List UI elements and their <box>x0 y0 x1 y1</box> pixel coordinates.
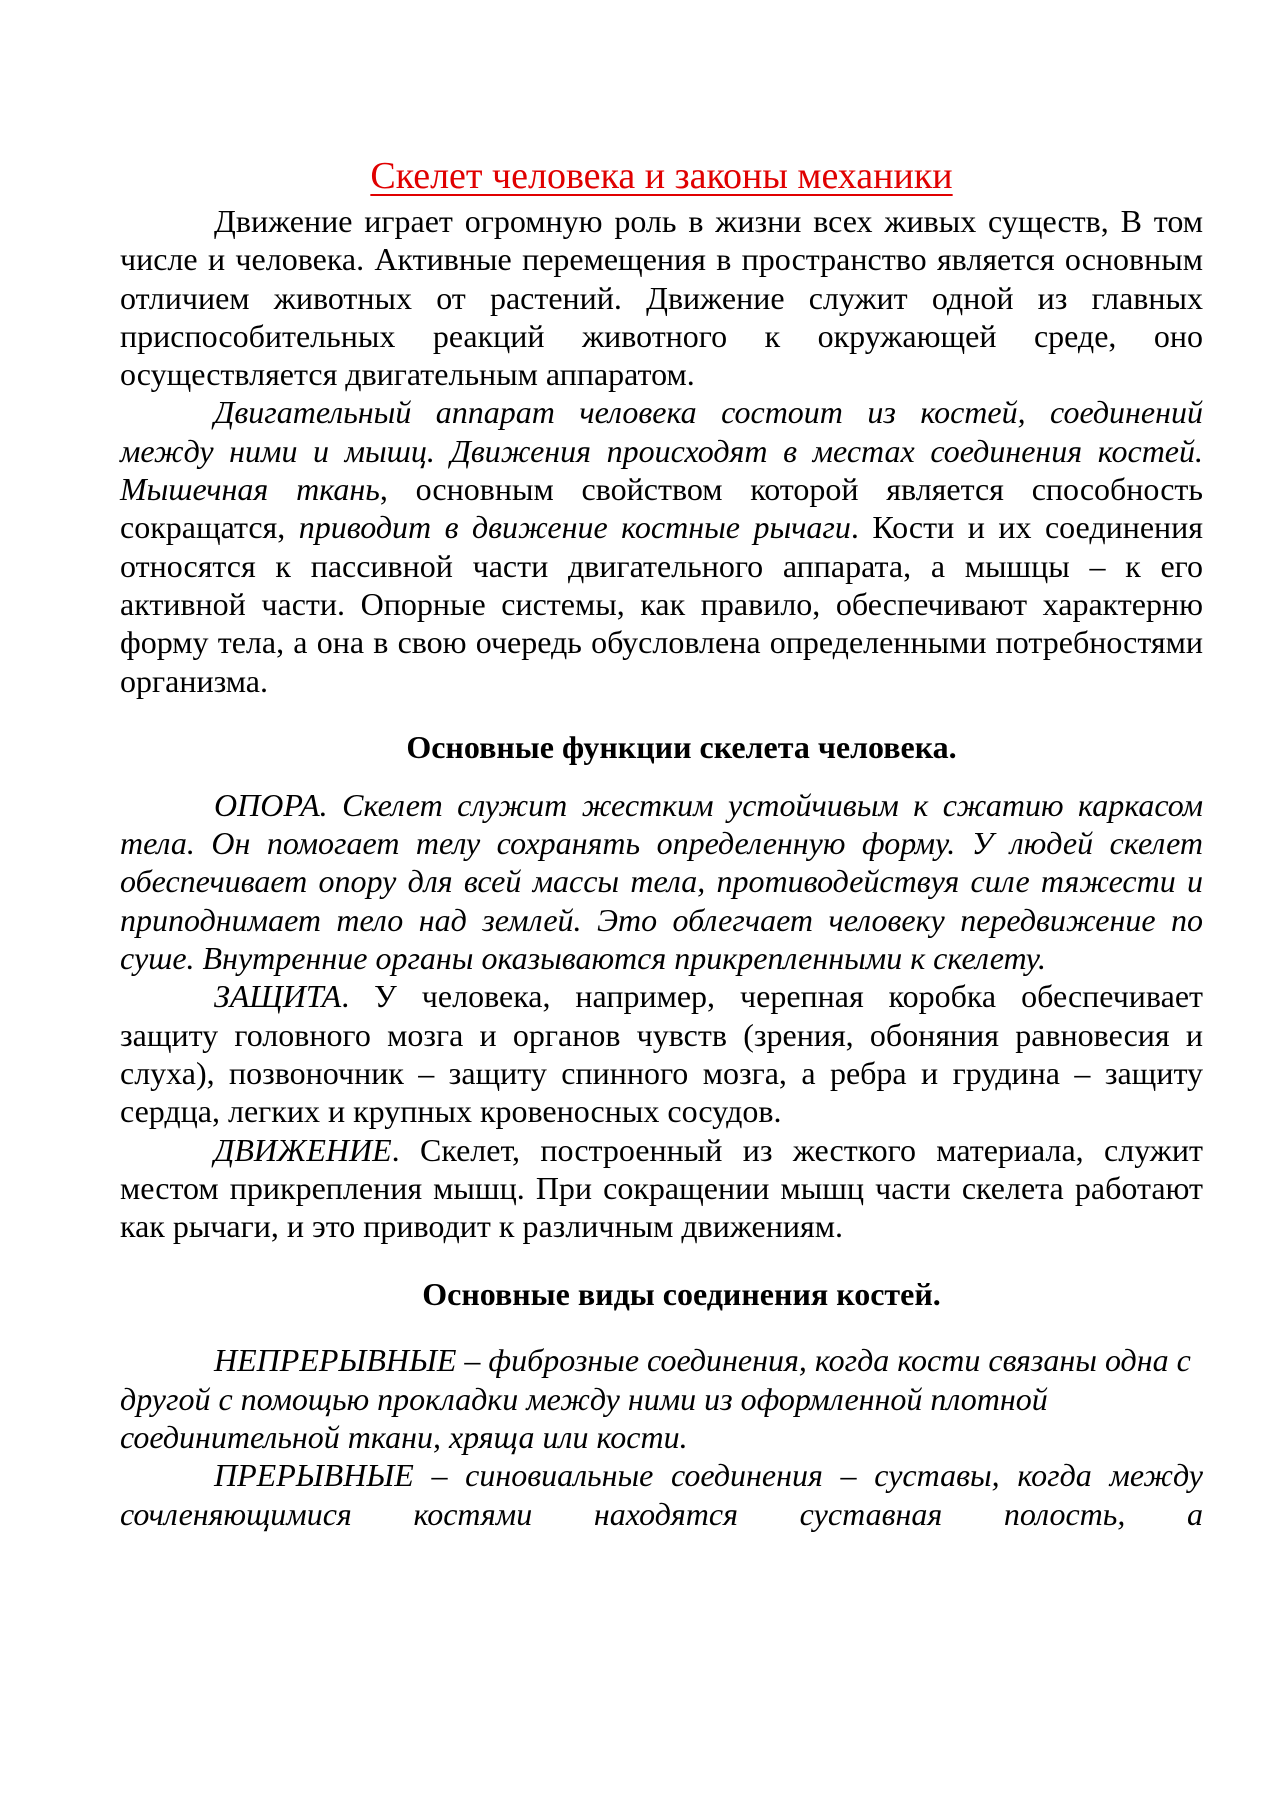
continuous-joints-paragraph <box>120 1341 1203 1456</box>
heading-bone-joints: Основные виды соединения костей. <box>422 1276 941 1313</box>
discontinuous-joints-paragraph <box>120 1456 1203 1533</box>
protection-text: . У человека, например, черепная коробка обеспечивает защиту головного мозга и органов чувств (зрения, обоняния равновесия и слуха), позвоночник – защиту спинного мозга, а ребра и грудина – защиту сердца, легких и крупных кровеносных сосудов. <box>120 978 1203 1130</box>
apparatus-italic-1: Двигательный аппарат человека состоит из костей, соединений между ними и мышц. Движения происходят в местах соединения костей. Мышечная ткань <box>120 394 1203 508</box>
protection-paragraph <box>120 977 1203 1130</box>
apparatus-italic-2: приводит в движение костные рычаги <box>298 509 851 546</box>
apparatus-normal-1: , основным свойством которой является способность сокращатся, <box>120 471 1204 546</box>
protection-term: ЗАЩИТА <box>214 978 342 1015</box>
page-title <box>120 152 1203 200</box>
document-body <box>120 152 1203 1533</box>
page-title-text: Скелет человека и законы механики <box>370 155 953 197</box>
apparatus-paragraph <box>120 393 1203 699</box>
discontinuous-joints-text: ПРЕРЫВНЫЕ – синовиальные соединения – суставы, когда между сочленяющимися костями находятся суставная полость, а <box>120 1457 1203 1532</box>
apparatus-normal-2: . Кости и их соединения относятся к пассивной части двигательного аппарата, а мышцы – к его активной части. Опорные системы, как правило, обеспечивают характерню форму тела, а она в свою очередь обусловлена определенными потребностями организма. <box>120 509 1204 699</box>
support-text: ОПОРА. Скелет служит жестким устойчивым к сжатию каркасом тела. Он помогает телу сохранять определенную форму. У людей скелет обеспечивает опору для всей массы тела, противодействуя силе тяжести и приподнимает тело над землей. Это облегчает человеку передвижение по суше. Внутренние органы оказываются прикрепленными к скелету. <box>120 786 1203 977</box>
heading-skeleton-functions: Основные функции скелета человека. <box>406 728 957 765</box>
continuous-joints-text: НЕПРЕРЫВНЫЕ – фиброзные соединения, когда кости связаны одна с другой с помощью прокладки между ними из оформленной плотной соединительной ткани, хряща или кости. <box>120 1342 1191 1456</box>
movement-term: ДВИЖЕНИЕ <box>214 1131 392 1168</box>
movement-paragraph <box>120 1131 1203 1246</box>
movement-text: . Скелет, построенный из жесткого материала, служит местом прикрепления мышц. При сокращении мышц части скелета работают как рычаги, и это приводит к различным движениям. <box>120 1131 1203 1245</box>
intro-paragraph: Движение играет огромную роль в жизни всех живых существ, В том числе и человека. Активные перемещения в пространство является основным отличием животных от растений. Движение служит одной из главных приспособительных реакций животного к окружающей среде, оно осуществляется двигательным аппаратом. <box>120 203 1203 393</box>
support-paragraph <box>120 786 1203 977</box>
